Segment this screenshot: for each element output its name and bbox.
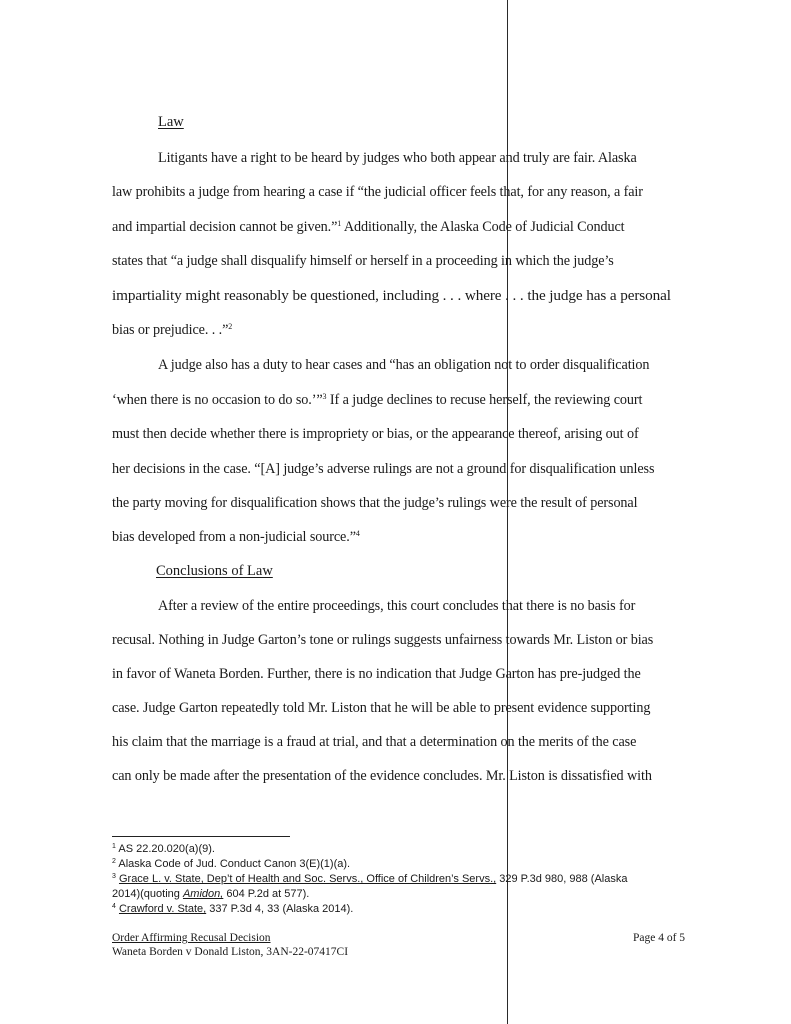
footer-page-number: Page 4 of 5 [633, 932, 686, 944]
footnote-ref: 2 [228, 322, 233, 331]
paragraph-line: his claim that the marriage is a fraud at trial, and that a determination on the merits of the case [112, 734, 637, 750]
footnote-4: $^4$ Crawford v. State, 337 P.3d 4, 33 (Alaska 2014). [112, 903, 354, 915]
footnote-ref: 3 [322, 392, 327, 401]
paragraph-line: bias or prejudice. . .”$^2$ [112, 322, 233, 338]
heading-law: Law [158, 114, 184, 130]
footer-title: Order Affirming Recusal Decision [112, 932, 271, 944]
footnote-ref: 4 [355, 529, 360, 538]
paragraph-line: law prohibits a judge from hearing a case if “the judicial officer feels that, for any reason, a fair [112, 184, 643, 200]
paragraph-line: must then decide whether there is impropriety or bias, or the appearance thereof, arising out of [112, 426, 639, 442]
footnote-3-continued: 2014)(quoting Amidon, 604 P.2d at 577). [112, 888, 310, 900]
paragraph-line: ‘when there is no occasion to do so.’”$^3$ If a judge declines to recuse herself, the reviewing court [112, 392, 643, 408]
paragraph-line: her decisions in the case. “[A] judge’s adverse rulings are not a ground for disqualification unless [112, 461, 655, 477]
paragraph-line: impartiality might reasonably be questioned, including . . . where . . . the judge has a personal [112, 287, 671, 304]
heading-conclusions-of-law: Conclusions of Law [156, 563, 273, 579]
paragraph-line: A judge also has a duty to hear cases and “has an obligation not to order disqualification [158, 357, 650, 373]
paragraph-line: recusal. Nothing in Judge Garton’s tone or rulings suggests unfairness towards Mr. Liston or bias [112, 632, 654, 648]
paragraph-line: case. Judge Garton repeatedly told Mr. Liston that he will be able to present evidence supporting [112, 700, 651, 716]
footnote-separator [112, 836, 290, 837]
paragraph-line: can only be made after the presentation of the evidence concludes. Mr. Liston is dissatisfied with [112, 768, 652, 784]
paragraph-line: Litigants have a right to be heard by judges who both appear and truly are fair. Alaska [158, 150, 637, 166]
paragraph-line: states that “a judge shall disqualify himself or herself in a proceeding in which the judge’s [112, 253, 614, 269]
footnote-1: $^1$ AS 22.20.020(a)(9). [112, 843, 215, 855]
paragraph-line: the party moving for disqualification shows that the judge’s rulings were the result of personal [112, 495, 638, 511]
footnote-3: $^3$ Grace L. v. State, Dep’t of Health and Soc. Servs., Office of Children’s Servs., 329 P.3d 980, 988 (Alaska [112, 873, 628, 885]
footer-case-caption: Waneta Borden v Donald Liston, 3AN-22-07417CI [112, 946, 349, 958]
footnote-2: $^2$ Alaska Code of Jud. Conduct Canon 3(E)(1)(a). [112, 858, 351, 870]
paragraph-line: bias developed from a non-judicial source.”$^4$ [112, 529, 360, 545]
paragraph-line: and impartial decision cannot be given.”$^1$ Additionally, the Alaska Code of Judicial Conduct [112, 219, 625, 235]
footnote-ref: 1 [337, 219, 342, 228]
paragraph-line: in favor of Waneta Borden. Further, there is no indication that Judge Garton has pre-judged the [112, 666, 641, 682]
paragraph-line: After a review of the entire proceedings, this court concludes that there is no basis for [158, 598, 636, 614]
